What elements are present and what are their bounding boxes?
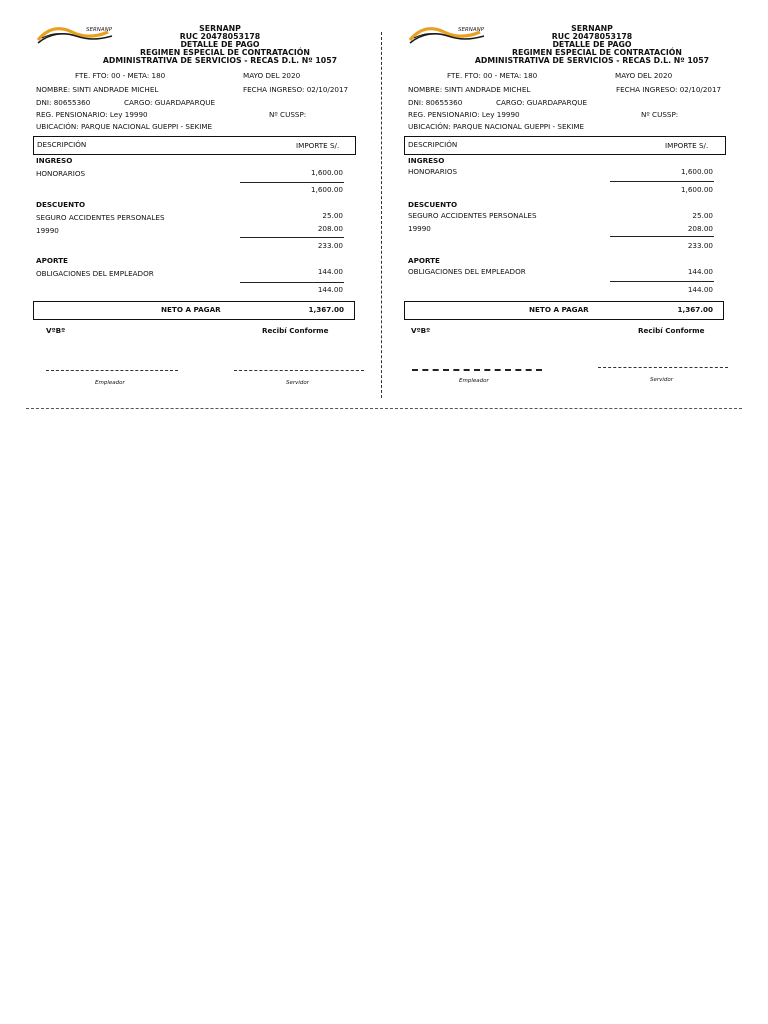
- neto-value: 1,367.00: [308, 305, 344, 314]
- fecha-ingreso: FECHA INGRESO: 02/10/2017: [616, 85, 722, 94]
- neto-box: [33, 301, 355, 320]
- descuento-title: DESCUENTO: [408, 200, 458, 209]
- ruc: RUC 20478053178: [179, 32, 261, 41]
- vobo-label: VºBº: [46, 326, 66, 335]
- honorarios-label: HONORARIOS: [36, 169, 86, 178]
- cussp: Nº CUSSP:: [269, 110, 307, 119]
- ingreso-total: 1,600.00: [310, 185, 343, 194]
- nombre: NOMBRE: SINTI ANDRADE MICHEL: [408, 85, 531, 94]
- honorarios-value: 1,600.00: [310, 168, 343, 177]
- divider: [240, 182, 344, 183]
- honorarios-label: HONORARIOS: [408, 167, 458, 176]
- sernanp-logo: [36, 24, 116, 46]
- cargo: CARGO: GUARDAPARQUE: [496, 98, 588, 107]
- divider: [240, 282, 344, 283]
- period: MAYO DEL 2020: [243, 71, 301, 80]
- descuento-total: 233.00: [687, 241, 713, 250]
- seguro-label: SEGURO ACCIDENTES PERSONALES: [408, 211, 537, 220]
- ley-label: 19990: [408, 224, 431, 233]
- table-header: [33, 136, 356, 155]
- seguro-value: 25.00: [692, 211, 713, 220]
- title-regimen: REGIMEN ESPECIAL DE CONTRATACIÓN: [512, 48, 682, 57]
- signature-line-empleador: [412, 369, 542, 371]
- col-descripcion: DESCRIPCIÓN: [37, 140, 87, 149]
- recibi-label: Recibí Conforme: [262, 326, 329, 335]
- descuento-title: DESCUENTO: [36, 200, 86, 209]
- cussp: Nº CUSSP:: [641, 110, 679, 119]
- dni: DNI: 80655360: [36, 98, 91, 107]
- dni: DNI: 80655360: [408, 98, 463, 107]
- fte-meta: FTE. FTO: 00 - META: 180: [447, 71, 538, 80]
- aporte-title: APORTE: [36, 256, 68, 265]
- ingreso-title: INGRESO: [408, 156, 445, 165]
- divider: [610, 236, 714, 237]
- divider: [240, 237, 344, 238]
- divider: [610, 281, 714, 282]
- ley-value: 208.00: [687, 224, 713, 233]
- divider: [610, 181, 714, 182]
- signature-line-servidor: [598, 367, 728, 368]
- obligaciones-label: OBLIGACIONES DEL EMPLEADOR: [408, 267, 526, 276]
- period: MAYO DEL 2020: [615, 71, 673, 80]
- aporte-title: APORTE: [408, 256, 440, 265]
- ingreso-total: 1,600.00: [680, 185, 713, 194]
- neto-value: 1,367.00: [677, 305, 713, 314]
- payslip-right: [372, 0, 732, 400]
- org-name: SERNANP: [199, 24, 241, 33]
- ubicacion: UBICACIÓN: PARQUE NACIONAL GUEPPI - SEKIME: [408, 122, 585, 131]
- recibi-label: Recibí Conforme: [638, 326, 705, 335]
- title-recas: ADMINISTRATIVA DE SERVICIOS - RECAS D.L. Nº 1057: [474, 56, 710, 65]
- sernanp-logo: [408, 24, 488, 46]
- title-recas: ADMINISTRATIVA DE SERVICIOS - RECAS D.L. Nº 1057: [102, 56, 338, 65]
- logo-text: SERNANP: [86, 27, 113, 33]
- ruc: RUC 20478053178: [551, 32, 633, 41]
- logo-text: SERNANP: [458, 27, 485, 33]
- aporte-total: 144.00: [317, 285, 343, 294]
- obligaciones-value: 144.00: [687, 267, 713, 276]
- org-name: SERNANP: [571, 24, 613, 33]
- neto-label: NETO A PAGAR: [529, 305, 589, 314]
- servidor-label: Servidor: [286, 380, 310, 386]
- seguro-label: SEGURO ACCIDENTES PERSONALES: [36, 213, 165, 222]
- empleador-label: Empleador: [459, 378, 489, 384]
- seguro-value: 25.00: [322, 211, 343, 220]
- signature-line-empleador: [46, 370, 178, 371]
- reg-pensionario: REG. PENSIONARIO: Ley 19990: [408, 110, 520, 119]
- title-detalle: DETALLE DE PAGO: [552, 40, 632, 49]
- col-importe: IMPORTE S/.: [296, 141, 340, 150]
- empleador-label: Empleador: [95, 380, 125, 386]
- aporte-total: 144.00: [687, 285, 713, 294]
- vobo-label: VºBº: [411, 326, 431, 335]
- neto-label: NETO A PAGAR: [161, 305, 221, 314]
- obligaciones-label: OBLIGACIONES DEL EMPLEADOR: [36, 269, 154, 278]
- col-descripcion: DESCRIPCIÓN: [408, 140, 458, 149]
- payslip-left: [0, 0, 360, 400]
- reg-pensionario: REG. PENSIONARIO: Ley 19990: [36, 110, 148, 119]
- fte-meta: FTE. FTO: 00 - META: 180: [75, 71, 166, 80]
- obligaciones-value: 144.00: [317, 267, 343, 276]
- ubicacion: UBICACIÓN: PARQUE NACIONAL GUEPPI - SEKIME: [36, 122, 213, 131]
- title-detalle: DETALLE DE PAGO: [180, 40, 260, 49]
- neto-box: [404, 301, 724, 320]
- table-header: [404, 136, 726, 155]
- ley-value: 208.00: [317, 224, 343, 233]
- fecha-ingreso: FECHA INGRESO: 02/10/2017: [243, 85, 349, 94]
- signature-line-servidor: [234, 370, 364, 371]
- ley-label: 19990: [36, 226, 59, 235]
- servidor-label: Servidor: [650, 377, 674, 383]
- title-regimen: REGIMEN ESPECIAL DE CONTRATACIÓN: [140, 48, 310, 57]
- ingreso-title: INGRESO: [36, 156, 73, 165]
- nombre: NOMBRE: SINTI ANDRADE MICHEL: [36, 85, 159, 94]
- cargo: CARGO: GUARDAPARQUE: [124, 98, 216, 107]
- honorarios-value: 1,600.00: [680, 167, 713, 176]
- descuento-total: 233.00: [317, 241, 343, 250]
- col-importe: IMPORTE S/.: [665, 141, 709, 150]
- horizontal-cut-line: [26, 408, 742, 409]
